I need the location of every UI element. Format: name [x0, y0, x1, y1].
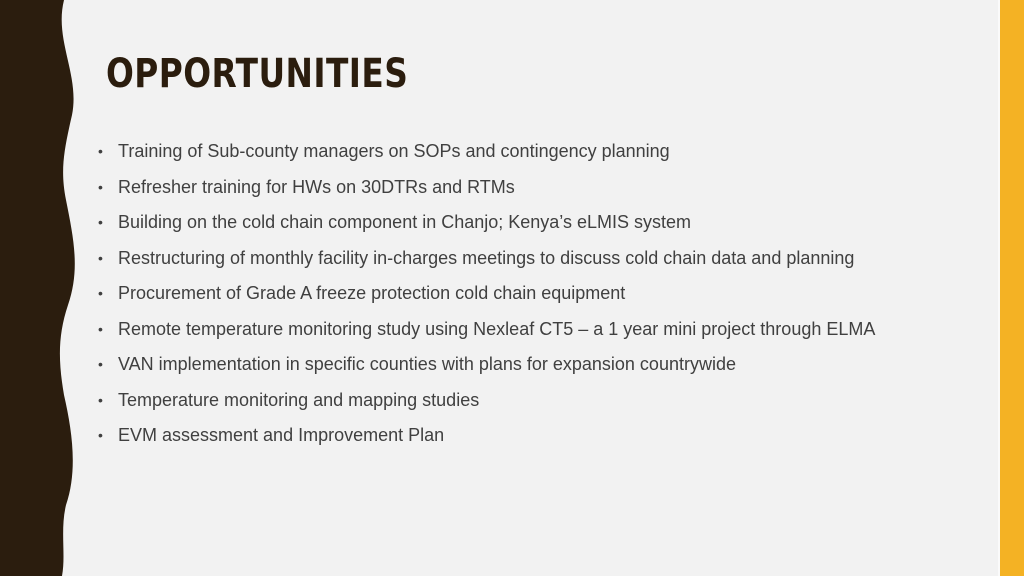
bullet-text: Procurement of Grade A freeze protection cold chain equipment — [118, 283, 626, 303]
bullet-text: Restructuring of monthly facility in-charges meetings to discuss cold chain data and planning — [118, 247, 855, 268]
bullet-list — [98, 138, 928, 458]
bullet-text: Temperature monitoring and mapping studies — [118, 389, 480, 410]
list-item — [98, 209, 928, 236]
list-item — [98, 245, 928, 272]
bullet-icon: • — [98, 249, 103, 266]
list-item — [98, 316, 928, 343]
bullet-icon: • — [98, 427, 103, 443]
bullet-icon: • — [98, 178, 103, 195]
bullet-text: Remote temperature monitoring study using Nexleaf CT5 – a 1 year mini project through ELMA — [118, 318, 876, 339]
list-item — [98, 387, 928, 414]
bullet-icon: • — [98, 214, 103, 230]
list-item — [98, 280, 928, 307]
bullet-text: EVM assessment and Improvement Plan — [118, 425, 445, 445]
bullet-icon: • — [98, 356, 103, 372]
list-item — [98, 174, 928, 201]
list-item — [98, 351, 928, 378]
slide-title: OPPORTUNITIES — [106, 51, 409, 97]
left-wave-decoration — [0, 0, 80, 576]
bullet-text: Training of Sub-county managers on SOPs and contingency planning — [118, 141, 670, 161]
bullet-text: Refresher training for HWs on 30DTRs and RTMs — [118, 176, 515, 197]
right-accent-bar — [1000, 0, 1024, 576]
bullet-text: VAN implementation in specific counties with plans for expansion countrywide — [118, 354, 736, 374]
list-item — [98, 422, 928, 449]
list-item — [98, 138, 928, 165]
bullet-icon: • — [98, 320, 103, 337]
bullet-icon: • — [98, 391, 103, 408]
bullet-icon: • — [98, 285, 103, 301]
bullet-icon: • — [98, 143, 103, 159]
bullet-text: Building on the cold chain component in Chanjo; Kenya’s eLMIS system — [118, 212, 692, 232]
